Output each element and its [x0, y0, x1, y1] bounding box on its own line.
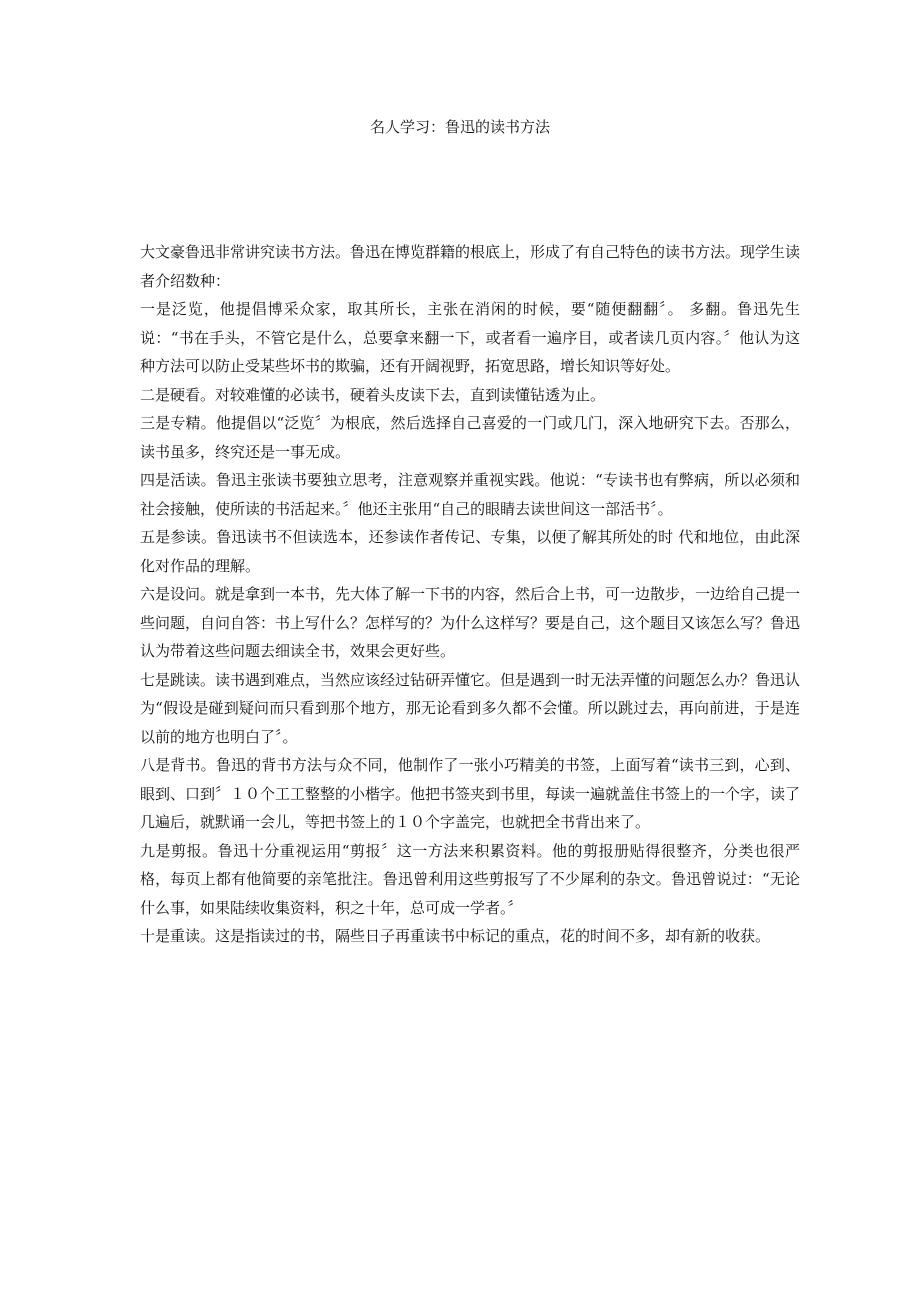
- paragraph-method-5: 五是参读。鲁迅读书不但读选本，还参读作者传记、专集，以便了解其所处的时 代和地位，由此深化对作品的理解。: [140, 528, 800, 575]
- paragraph-method-2: 二是硬看。对较难懂的必读书，硬着头皮读下去，直到读懂钻透为止。: [140, 385, 606, 404]
- paragraph-method-9: 九是剪报。鲁迅十分重视运用“剪报〞这一方法来积累资料。他的剪报册贴得很整齐，分类也很严格，每页上都有他简要的亲笔批注。鲁迅曾利用这些剪报写了不少犀利的杂文。鲁迅曾说过：“无论什么事，如果陆续收集资料，积之十年，总可成一学者。〞: [140, 841, 800, 917]
- paragraph-method-4: 四是活读。鲁迅主张读书要独立思考，注意观察并重视实践。他说：“专读书也有弊病，所以必须和社会接触，使所读的书活起来。〞他还主张用“自己的眼睛去读世间这一部活书〞。: [140, 471, 800, 518]
- paragraph-method-8: 八是背书。鲁迅的背书方法与众不同，他制作了一张小巧精美的书签，上面写着“读书三到，心到、眼到、口到〞１０个工工整整的小楷字。他把书签夹到书里，每读一遍就盖住书签上的一个字，读了几遍后，就默诵一会儿，等把书签上的１０个字盖完，也就把全书背出来了。: [140, 756, 801, 831]
- paragraph-intro: 大文豪鲁迅非常讲究读书方法。鲁迅在博览群籍的根底上，形成了有自己特色的读书方法。现学生读者介绍数种：: [140, 243, 801, 290]
- document-title: 名人学习：鲁迅的读书方法: [369, 118, 550, 136]
- paragraph-method-6: 六是设问。就是拿到一本书，先大体了解一下书的内容，然后合上书，可一边散步，一边给自己提一些问题，自问自答：书上写什么？怎样写的？为什么这样写？要是自己，这个题目又该怎么写？鲁迅认为带着这些问题去细读全书，效果会更好些。: [140, 585, 801, 660]
- document-body: [140, 238, 800, 951]
- paragraph-method-1: 一是泛览，他提倡博采众家，取其所长，主张在消闲的时候，要“随便翻翻〞。 多翻。鲁迅先生说：“书在手头，不管它是什么，总要拿来翻一下，或者看一遍序目，或者读几页内容。〞他认为这种方法可以防止受某些坏书的欺骗，还有开阔视野，拓宽思路，增长知识等好处。: [140, 300, 800, 375]
- paragraph-method-10: 十是重读。这是指读过的书，隔些日子再重读书中标记的重点，花的时间不多，却有新的收获。: [140, 927, 771, 945]
- paragraph-method-7: 七是跳读。读书遇到难点，当然应该经过钻研弄懂它。但是遇到一时无法弄懂的问题怎么办？鲁迅认为“假设是碰到疑问而只看到那个地方，那无论看到多久都不会懂。所以跳过去，再向前进，于是连以前的地方也明白了〞。: [140, 670, 801, 746]
- paragraph-method-3: 三是专精。他提倡以“泛览〞为根底，然后选择自己喜爱的一门或几门，深入地研究下去。否那么，读书虽多，终究还是一事无成。: [140, 414, 800, 461]
